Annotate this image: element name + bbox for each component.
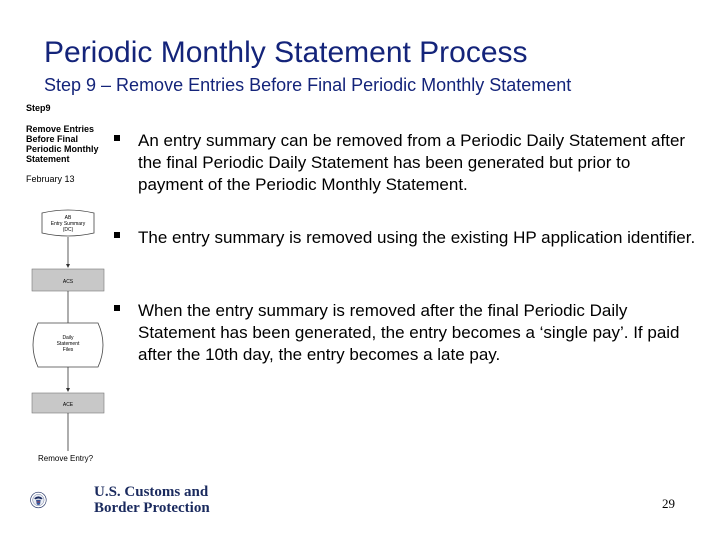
page-number: 29: [662, 496, 675, 511]
sidebar-heading-line: Remove Entries: [26, 124, 95, 134]
bullet-square-icon: [114, 135, 120, 141]
dhs-seal-icon: [30, 470, 90, 530]
sidebar-step-label: Step9: [26, 103, 51, 113]
sidebar-heading-line: Periodic Monthly: [26, 144, 99, 154]
org-name-line2: Border Protection: [94, 500, 210, 516]
flow-node3-text: Statement: [56, 341, 80, 347]
bullet-square-icon: [114, 305, 120, 311]
bullet-text: When the entry summary is removed after the final Periodic Daily Statement has been generated, the entry becomes a ‘single pay’. If paid after the 10th day, the entry becomes a late pay.: [138, 301, 680, 364]
slide-subtitle: Step 9 – Remove Entries Before Final Periodic Monthly Statement: [44, 75, 572, 95]
bullet-square-icon: [114, 232, 120, 238]
flow-node3-text: Daily: [62, 335, 74, 341]
flow-node3-text: Files: [62, 347, 74, 353]
sidebar-heading: [26, 124, 99, 164]
bullet-text: An entry summary can be removed from a Periodic Daily Statement after the final Periodic Daily Statement has been generated but prior to payment of the Periodic Monthly Statement.: [138, 131, 686, 194]
org-name-line1: U.S. Customs and: [94, 484, 209, 500]
process-flowchart: [28, 205, 108, 465]
flow-node4-text: ACE: [62, 402, 74, 408]
flow-node1-text: (DC): [62, 227, 74, 233]
flow-arrowhead: [66, 388, 70, 392]
flow-node1-text: Entry Summary: [50, 221, 86, 227]
flow-arrowhead: [66, 264, 70, 268]
flow-node2-text: ACS: [62, 279, 74, 285]
bullet-text: The entry summary is removed using the existing HP application identifier.: [138, 228, 696, 247]
slide-title: Periodic Monthly Statement Process: [44, 36, 528, 69]
flow-node1-text: AB: [64, 215, 72, 221]
sidebar-heading-line: Before Final: [26, 134, 79, 144]
sidebar-heading-line: Statement: [26, 154, 70, 164]
sidebar-date: February 13: [26, 174, 75, 184]
flow-footer-label: Remove Entry?: [38, 454, 94, 463]
